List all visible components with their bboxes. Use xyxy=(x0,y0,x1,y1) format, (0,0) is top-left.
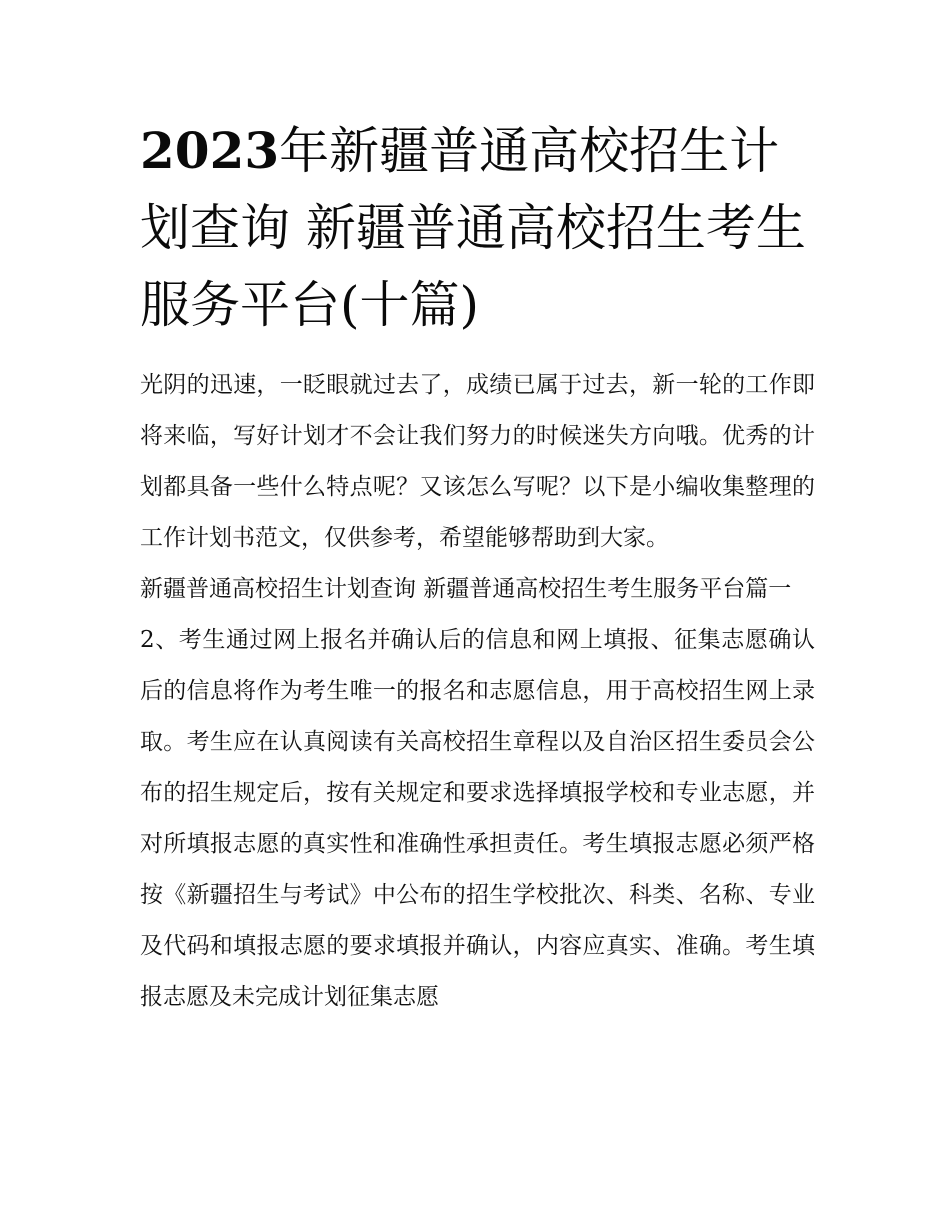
section-heading: 新疆普通高校招生计划查询 新疆普通高校招生考生服务平台篇一 xyxy=(140,576,792,602)
document-page xyxy=(140,112,815,1023)
title-year: 2023 xyxy=(140,121,280,180)
document-title xyxy=(140,112,815,344)
title-text: 年新疆普通高校招生计划查询 新疆普通高校招生考生服务平台(十篇) xyxy=(140,122,806,334)
body-paragraph: 2、考生通过网上报名并确认后的信息和网上填报、征集志愿确认后的信息将作为考生唯一的报名和志愿信息，用于高校招生网上录取。考生应在认真阅读有关高校招生章程以及自治区招生委员会公布的招生规定后，按有关规定和要求选择填报学校和专业志愿，并对所填报志愿的真实性和准确性承担责任。考生填报志愿必须严格按《新疆招生与考试》中公布的招生学校批次、科类、名称、专业及代码和填报志愿的要求填报并确认，内容应真实、准确。考生填报志愿及未完成计划征集志愿 xyxy=(140,627,815,1010)
intro-paragraph: 光阴的迅速，一眨眼就过去了，成绩已属于过去，新一轮的工作即将来临，写好计划才不会让我们努力的时候迷失方向哦。优秀的计划都具备一些什么特点呢？又该怎么写呢？以下是小编收集整理的工作计划书范文，仅供参考，希望能够帮助到大家。 xyxy=(140,372,815,551)
